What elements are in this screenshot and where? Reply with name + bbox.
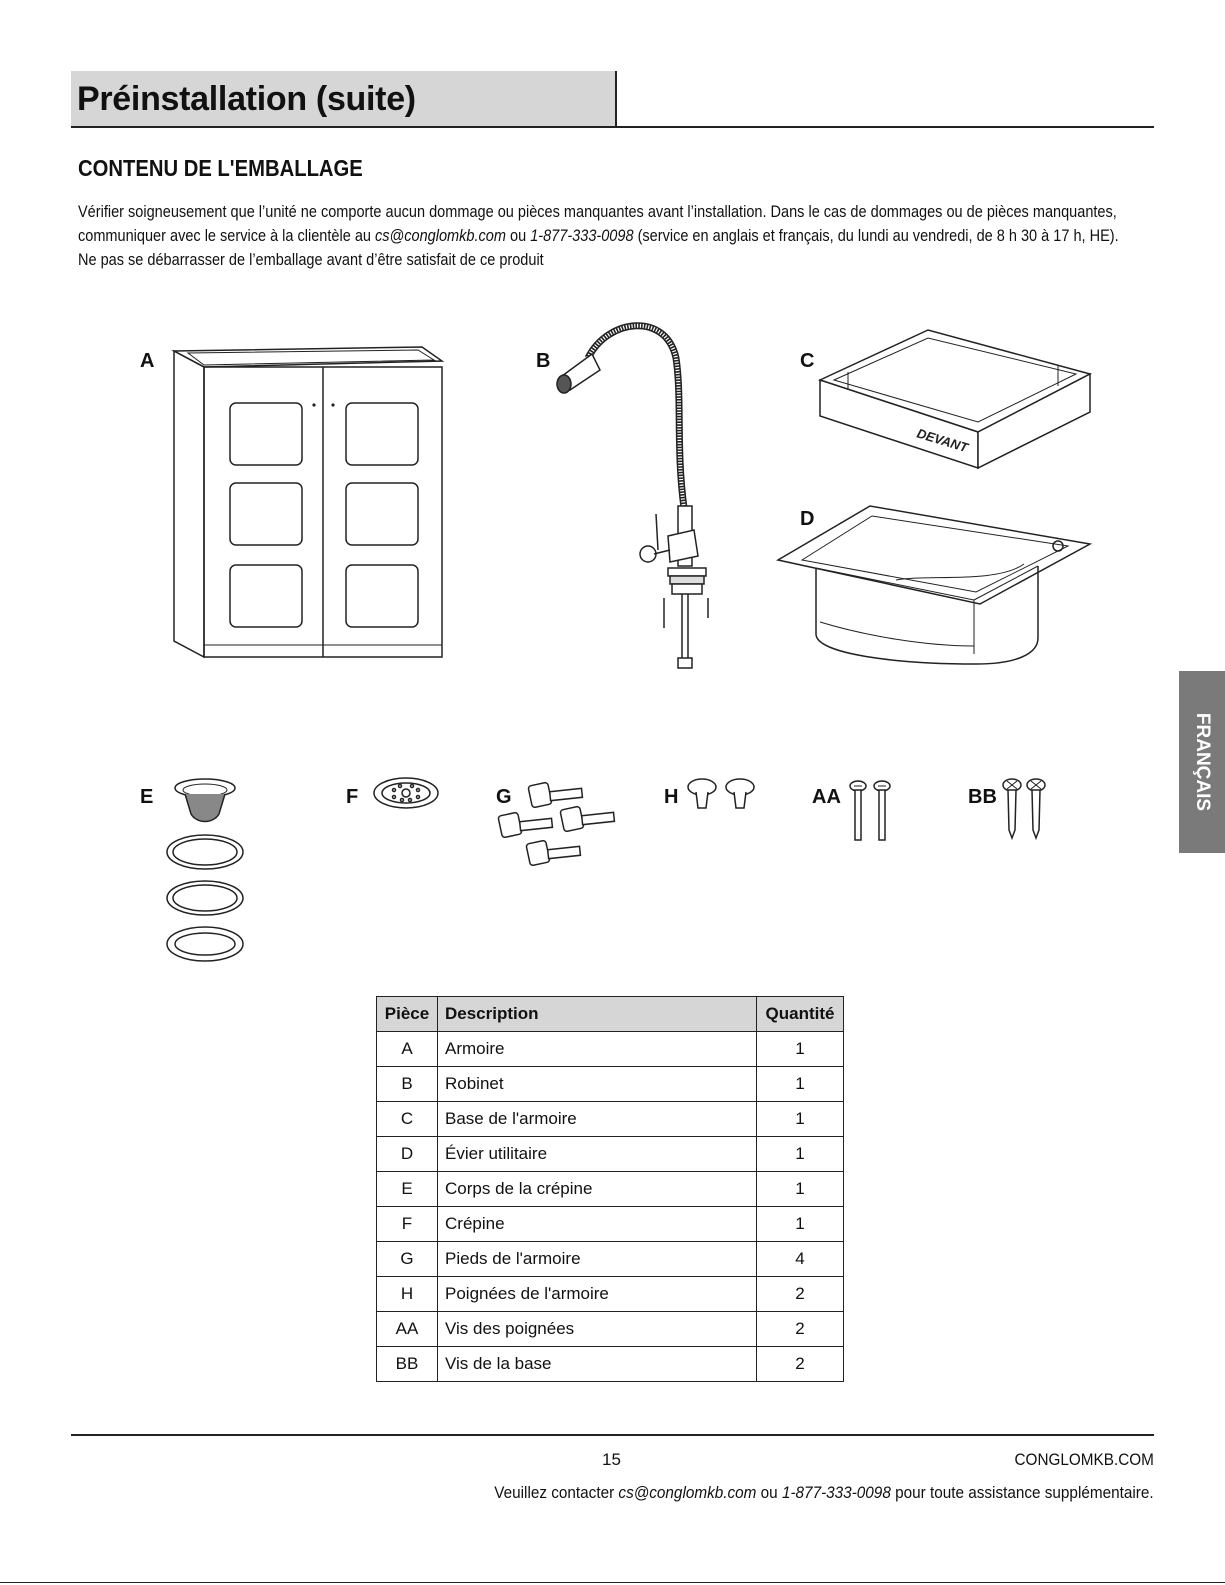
cell-description: Crépine	[438, 1207, 757, 1242]
cell-quantity: 1	[757, 1172, 844, 1207]
cabinet-handles-illustration	[686, 778, 760, 814]
header-piece: Pièce	[377, 997, 438, 1032]
part-label-h: H	[664, 786, 679, 808]
cell-piece: BB	[377, 1347, 438, 1382]
table-header-row	[377, 997, 844, 1032]
table-row	[377, 1032, 844, 1067]
part-label-a: A	[140, 350, 155, 372]
cell-description: Vis des poignées	[438, 1312, 757, 1347]
cabinet-feet-illustration	[496, 780, 622, 890]
intro-text-1: Vérifier soigneusement que l’unité ne comporte aucun dommage ou pièces manquantes avant l’installation. Dans le cas de dommages ou de pièces manquantes, communiquer avec le service à la clientèle au	[78, 203, 1117, 245]
cabinet-illustration	[172, 345, 444, 663]
part-label-aa: AA	[812, 786, 841, 808]
cell-quantity: 2	[757, 1277, 844, 1312]
part-label-f: F	[346, 786, 359, 808]
footer-contact-suffix: pour toute assistance supplémentaire.	[891, 1483, 1154, 1502]
table-row	[377, 1067, 844, 1102]
footer-site[interactable]: CONGLOMKB.COM	[1014, 1450, 1154, 1469]
cell-quantity: 4	[757, 1242, 844, 1277]
cell-piece: E	[377, 1172, 438, 1207]
table-row	[377, 1207, 844, 1242]
intro-text-2: (service en anglais et français, du lundi au vendredi, de 8 h 30 à 17 h, HE). Ne pas se débarrasser de l’emballage avant d’être satisfait de ce produit	[78, 227, 1119, 269]
cell-quantity: 1	[757, 1067, 844, 1102]
page-number: 15	[602, 1450, 621, 1469]
cell-piece: D	[377, 1137, 438, 1172]
footer-contact-prefix: Veuillez contacter	[494, 1483, 619, 1502]
table-row	[377, 1242, 844, 1277]
bottom-rule	[0, 1582, 1225, 1583]
cell-piece: F	[377, 1207, 438, 1242]
part-label-bb: BB	[968, 786, 997, 808]
intro-email-link[interactable]: cs@conglomkb.com	[375, 227, 506, 245]
footer-phone-link[interactable]: 1-877-333-0098	[782, 1483, 892, 1502]
part-label-e: E	[140, 786, 154, 808]
cell-description: Poignées de l'armoire	[438, 1277, 757, 1312]
part-label-b: B	[536, 350, 551, 372]
intro-or: ou	[505, 227, 531, 245]
table-row	[377, 1347, 844, 1382]
utility-sink-illustration	[776, 504, 1098, 674]
cell-piece: H	[377, 1277, 438, 1312]
cell-description: Corps de la crépine	[438, 1172, 757, 1207]
table-row	[377, 1137, 844, 1172]
handle-screws-illustration	[848, 780, 894, 844]
section-heading: CONTENU DE L'EMBALLAGE	[78, 155, 363, 181]
strainer-illustration	[372, 777, 440, 813]
intro-paragraph	[78, 200, 1125, 272]
cell-description: Base de l'armoire	[438, 1102, 757, 1137]
cell-quantity: 1	[757, 1032, 844, 1067]
header-description: Description	[438, 997, 757, 1032]
cell-piece: C	[377, 1102, 438, 1137]
table-row	[377, 1102, 844, 1137]
cell-quantity: 2	[757, 1312, 844, 1347]
table-row	[377, 1312, 844, 1347]
cell-quantity: 2	[757, 1347, 844, 1382]
part-label-c: C	[800, 350, 815, 372]
footer-contact-or: ou	[756, 1483, 783, 1502]
table-row	[377, 1172, 844, 1207]
title-rule	[71, 126, 1154, 128]
base-front-label: DEVANT	[915, 425, 970, 456]
cell-piece: AA	[377, 1312, 438, 1347]
cell-quantity: 1	[757, 1207, 844, 1242]
cell-piece: B	[377, 1067, 438, 1102]
base-screws-illustration	[1002, 778, 1048, 840]
faucet-illustration	[548, 318, 718, 682]
intro-phone-link[interactable]: 1-877-333-0098	[530, 227, 634, 245]
part-label-g: G	[496, 786, 512, 808]
language-tab	[1179, 671, 1225, 853]
cell-piece: A	[377, 1032, 438, 1067]
part-label-d: D	[800, 508, 815, 530]
cell-description: Vis de la base	[438, 1347, 757, 1382]
cell-description: Robinet	[438, 1067, 757, 1102]
cell-quantity: 1	[757, 1137, 844, 1172]
cell-description: Évier utilitaire	[438, 1137, 757, 1172]
footer-rule	[71, 1434, 1154, 1436]
header-quantity: Quantité	[757, 997, 844, 1032]
cell-description: Armoire	[438, 1032, 757, 1067]
parts-table	[376, 996, 844, 1382]
table-row	[377, 1277, 844, 1312]
cell-piece: G	[377, 1242, 438, 1277]
language-tab-label: FRANÇAIS	[1192, 712, 1213, 812]
cell-description: Pieds de l'armoire	[438, 1242, 757, 1277]
page-title: Préinstallation (suite)	[77, 80, 416, 118]
cell-quantity: 1	[757, 1102, 844, 1137]
footer-contact	[495, 1483, 1154, 1503]
strainer-body-illustration	[163, 778, 247, 970]
footer-email-link[interactable]: cs@conglomkb.com	[618, 1483, 757, 1502]
cabinet-base-illustration	[818, 328, 1094, 476]
